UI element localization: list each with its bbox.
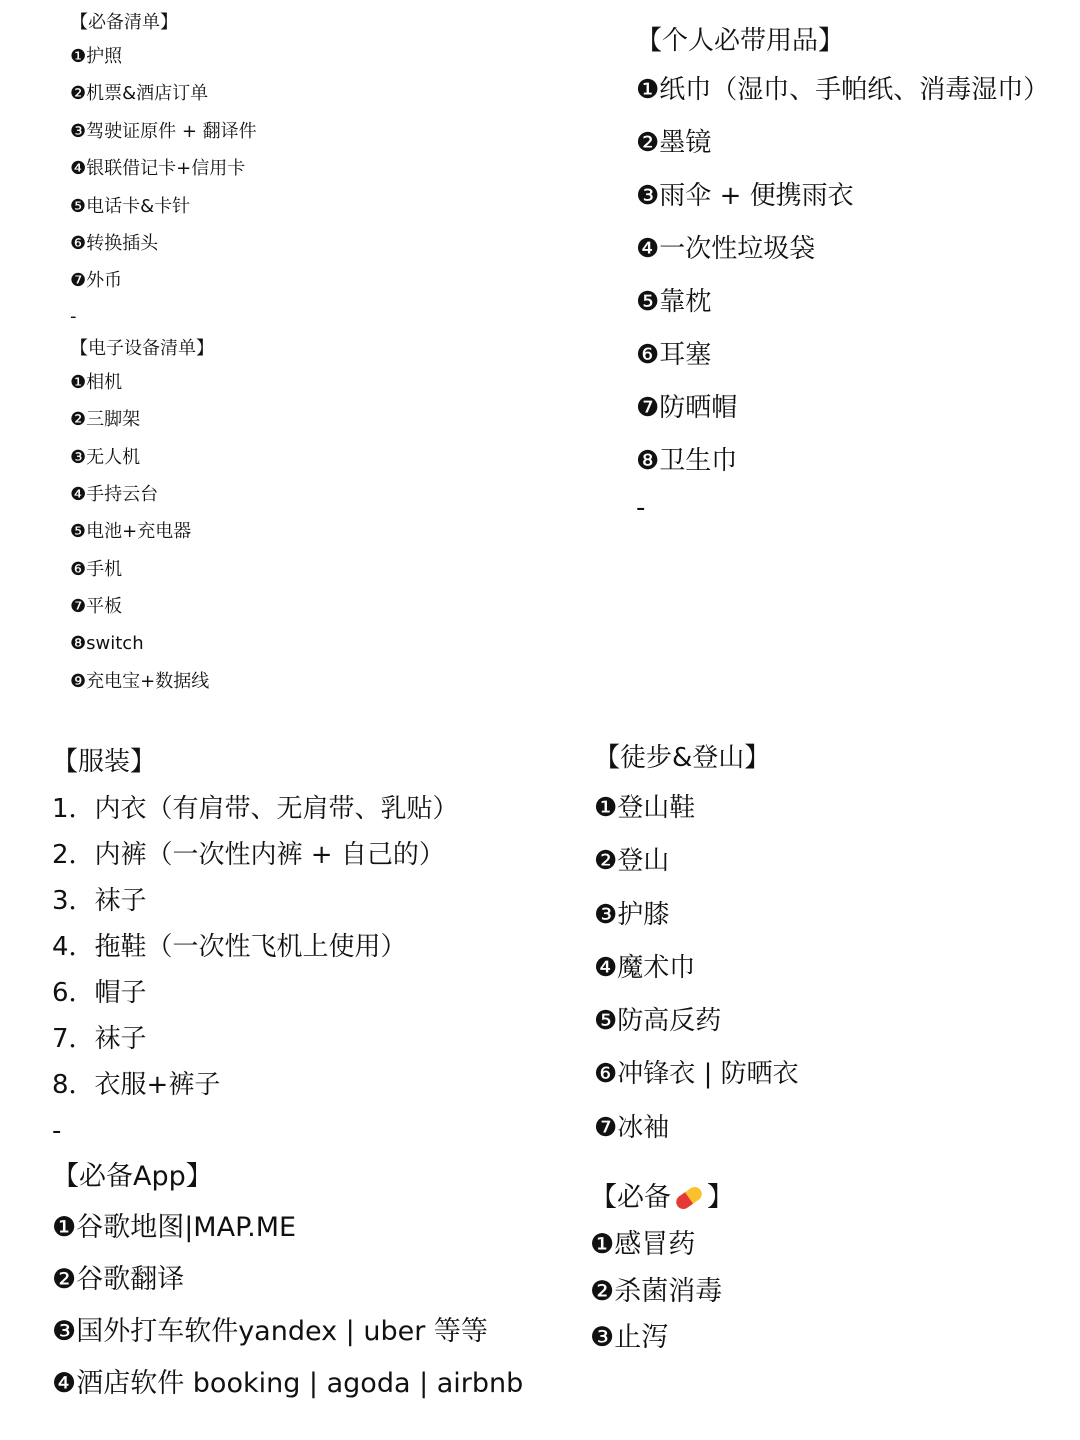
list-item: ❶相机 <box>70 371 123 393</box>
essentials-list <box>70 38 257 300</box>
clothing-section <box>52 738 459 1154</box>
list-item: ❷墨镜 <box>636 128 712 158</box>
essentials-section <box>70 8 257 700</box>
list-item: ❹一次性垃圾袋 <box>636 234 816 264</box>
hiking-section <box>594 734 799 1155</box>
pill-icon <box>674 1184 705 1212</box>
list-item: 4．拖鞋（一次性飞机上使用） <box>52 932 407 962</box>
list-item: ❸无人机 <box>70 446 141 468</box>
apps-section <box>52 1152 523 1410</box>
list-item: ❶纸巾（湿巾、手帕纸、消毒湿巾） <box>636 75 1050 105</box>
hiking-title: 【徒步&登山】 <box>594 743 771 773</box>
apps-list <box>52 1202 523 1410</box>
medicine-title-open: 【必备 <box>590 1182 671 1213</box>
list-item: ❸国外打车软件yandex | uber 等等 <box>52 1316 488 1347</box>
personal-list <box>636 64 1049 488</box>
medicine-section <box>590 1174 734 1362</box>
list-item: ❹魔术巾 <box>594 952 696 983</box>
separator: - <box>52 1116 62 1146</box>
list-item: 8．衣服+裤子 <box>52 1070 221 1100</box>
list-item: ❼平板 <box>70 596 123 618</box>
separator: - <box>70 305 77 327</box>
list-item: ❺电池+充电器 <box>70 521 192 543</box>
separator: - <box>636 493 646 523</box>
list-item: ❽卫生巾 <box>636 446 738 476</box>
list-item: ❶感冒药 <box>590 1229 696 1260</box>
list-item: 2．内裤（一次性内裤 + 自己的） <box>52 840 445 870</box>
list-item: ❶谷歌地图|MAP.ME <box>52 1212 297 1243</box>
list-item: ❷登山 <box>594 846 670 877</box>
list-item: ❻转换插头 <box>70 232 159 254</box>
clothing-title: 【服装】 <box>52 747 157 777</box>
list-item: ❸雨伞 + 便携雨衣 <box>636 181 854 211</box>
list-item: 6．帽子 <box>52 978 147 1008</box>
list-item: ❻手机 <box>70 558 123 580</box>
electronics-list <box>70 364 257 701</box>
list-item: ❺防高反药 <box>594 1006 722 1037</box>
medicine-title <box>590 1174 734 1222</box>
medicine-list <box>590 1222 734 1362</box>
list-item: ❺电话卡&卡针 <box>70 195 191 217</box>
list-item: ❸止泻 <box>590 1322 669 1353</box>
list-item: 1．内衣（有肩带、无肩带、乳贴） <box>52 794 459 824</box>
hiking-list <box>594 782 799 1155</box>
medicine-title-close: 】 <box>707 1182 734 1213</box>
clothing-list <box>52 786 459 1108</box>
personal-section <box>636 18 1049 528</box>
electronics-title: 【电子设备清单】 <box>70 337 214 359</box>
list-item: ❺靠枕 <box>636 287 712 317</box>
list-item: ❹手持云台 <box>70 483 159 505</box>
list-item: ❾充电宝+数据线 <box>70 670 210 692</box>
list-item: ❸驾驶证原件 + 翻译件 <box>70 120 257 142</box>
essentials-title: 【必备清单】 <box>70 12 178 33</box>
list-item: ❶登山鞋 <box>594 793 696 823</box>
list-item: ❹银联借记卡+信用卡 <box>70 158 246 180</box>
list-item: ❽switch <box>70 633 144 655</box>
list-item: 3．袜子 <box>52 886 147 916</box>
list-item: ❶护照 <box>70 46 123 67</box>
list-item: ❸护膝 <box>594 899 670 930</box>
apps-title: 【必备App】 <box>52 1161 213 1192</box>
list-item: ❼防晒帽 <box>636 393 738 423</box>
list-item: ❼外币 <box>70 270 123 292</box>
list-item: 7．袜子 <box>52 1024 147 1054</box>
list-item: ❻冲锋衣 | 防晒衣 <box>594 1059 799 1090</box>
list-item: ❷谷歌翻译 <box>52 1264 185 1295</box>
list-item: ❷机票&酒店订单 <box>70 83 209 105</box>
list-item: ❹酒店软件 booking | agoda | airbnb <box>52 1368 524 1399</box>
list-item: ❼冰袖 <box>594 1112 670 1143</box>
list-item: ❻耳塞 <box>636 340 712 370</box>
list-item: ❷三脚架 <box>70 409 141 431</box>
personal-title: 【个人必带用品】 <box>636 26 845 56</box>
list-item: ❷杀菌消毒 <box>590 1275 723 1307</box>
